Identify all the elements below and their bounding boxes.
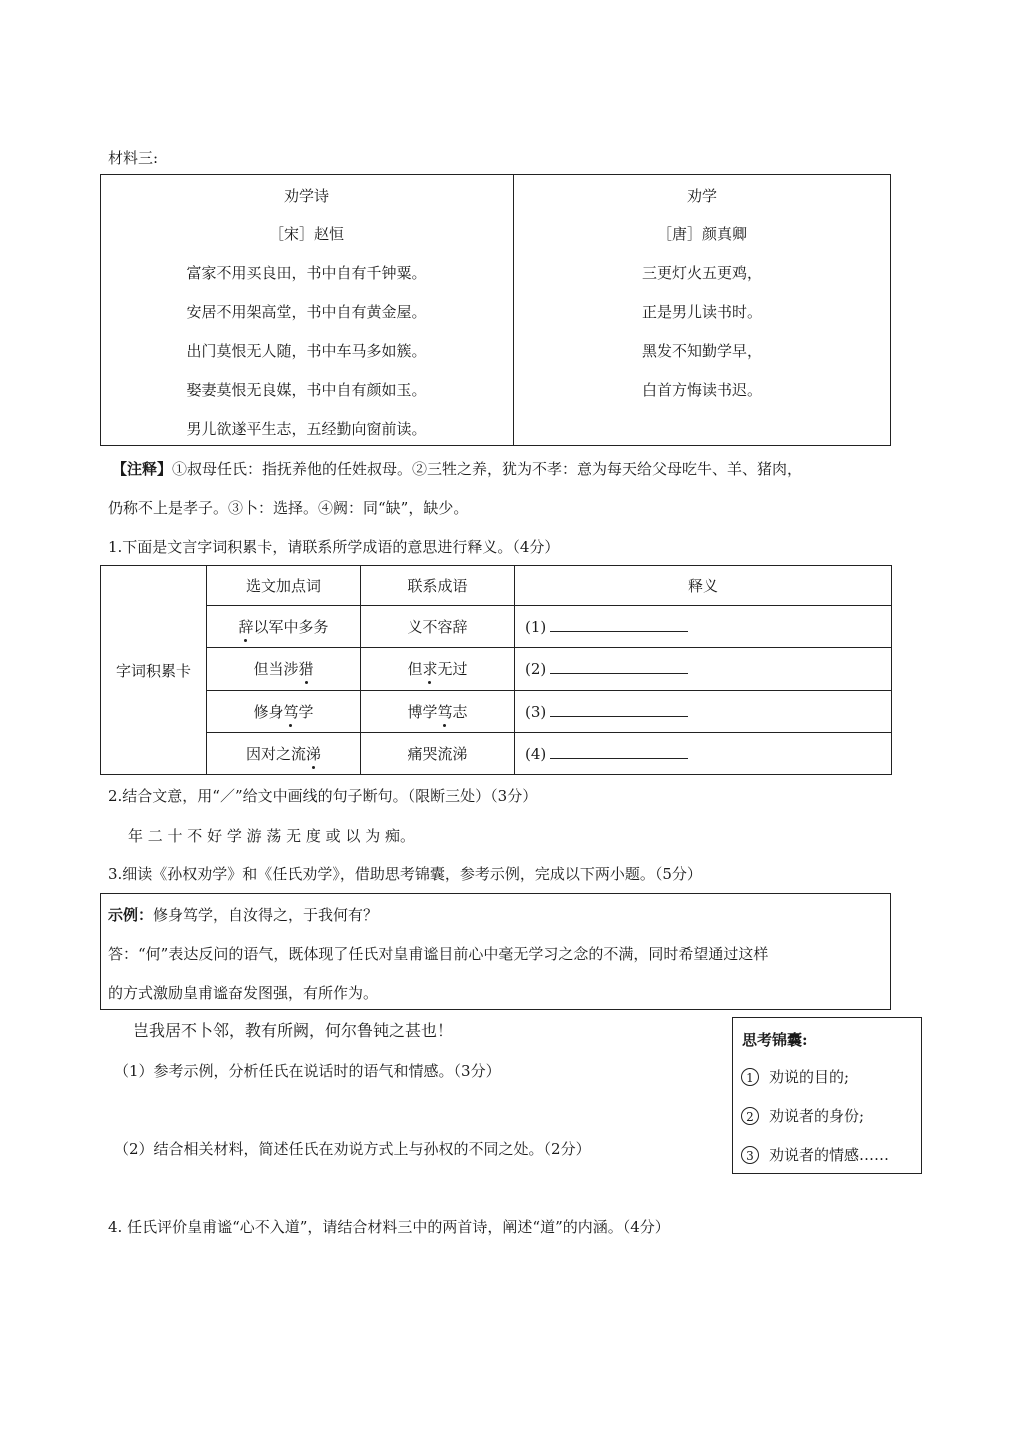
sub-question-1: （1）参考示例，分析任氏在说话时的语气和情感。（3分） — [114, 1062, 501, 1080]
notes-label: 【注释】 — [112, 460, 173, 478]
left-poem-line: 安居不用架高堂，书中自有黄金屋。 — [186, 303, 427, 321]
material-label: 材料三: — [108, 149, 159, 167]
circled-number-icon: 2 — [741, 1107, 759, 1125]
selected-word: 辞以军中多务 — [207, 606, 361, 648]
left-poem-title: 劝学诗 — [283, 187, 329, 205]
header-idiom: 联系成语 — [361, 566, 515, 606]
tip-item: 1 劝说的目的; — [741, 1066, 849, 1087]
left-poem-line: 男儿欲遂平生志，五经勤向窗前读。 — [186, 420, 427, 438]
right-poem-line: 黑发不知勤学早， — [641, 342, 762, 360]
selected-word: 修身笃学 — [207, 690, 361, 732]
notes-line-1 — [112, 458, 802, 479]
question-4: 4. 任氏评价皇甫谧“心不入道”，请结合材料三中的两首诗，阐述“道”的内涵。（4分） — [108, 1218, 670, 1236]
idiom: 义不容辞 — [361, 606, 515, 648]
notes-line-2: 仍称不上是孝子。③卜：选择。④阙：同“缺”，缺少。 — [108, 499, 469, 517]
idiom: 但求无过 — [361, 648, 515, 690]
quote-sentence: 岂我居不卜邻，教有所阙，何尔鲁钝之甚也！ — [133, 1021, 454, 1040]
selected-word: 因对之流涕 — [207, 732, 361, 774]
notes-text-1: ①叔母任氏：指抚养他的任姓叔母。②三牲之养，犹为不孝：意为每天给父母吃牛、羊、猪肉， — [172, 460, 803, 478]
circled-number-icon: 1 — [741, 1068, 759, 1086]
right-poem-line: 白首方悔读书迟。 — [641, 381, 762, 399]
right-poem-title: 劝学 — [686, 187, 717, 205]
tip-item: 3 劝说者的情感…… — [741, 1144, 889, 1165]
meaning-blank[interactable]: (1) — [515, 606, 892, 648]
right-poem-line: 正是男儿读书时。 — [641, 303, 762, 321]
question-2: 2.结合文意，用“／”给文中画线的句子断句。（限断三处）（3分） — [108, 787, 538, 805]
meaning-blank[interactable]: (2) — [515, 648, 892, 690]
left-poem-line: 娶妻莫恨无良媒，书中自有颜如玉。 — [186, 381, 427, 399]
example-answer-2: 的方式激励皇甫谧奋发图强，有所作为。 — [108, 984, 379, 1002]
example-label: 示例： — [108, 906, 154, 924]
right-poem-author: ［唐］颜真卿 — [656, 225, 747, 243]
right-poem-line: 三更灯火五更鸡， — [641, 264, 762, 282]
question-3: 3.细读《孙权劝学》和《任氏劝学》，借助思考锦囊，参考示例，完成以下两小题。（5分） — [108, 865, 702, 883]
meaning-blank[interactable]: (4) — [515, 732, 892, 774]
question-1: 1.下面是文言字词积累卡，请联系所学成语的意思进行释义。（4分） — [108, 538, 560, 556]
idiom: 博学笃志 — [361, 690, 515, 732]
sentence-to-punctuate: 年 二 十 不 好 学 游 荡 无 度 或 以 为 痴。 — [128, 827, 415, 845]
tips-title: 思考锦囊: — [742, 1031, 808, 1049]
header-selected-word: 选文加点词 — [207, 566, 361, 606]
meaning-blank[interactable]: (3) — [515, 690, 892, 732]
circled-number-icon: 3 — [741, 1146, 759, 1164]
card-label: 字词积累卡 — [101, 566, 207, 775]
left-poem-line: 富家不用买良田，书中自有千钟粟。 — [186, 264, 427, 282]
header-meaning: 释义 — [515, 566, 892, 606]
example-text: 修身笃学，自汝得之，于我何有？ — [153, 906, 379, 924]
left-poem-line: 出门莫恨无人随，书中车马多如簇。 — [186, 342, 427, 360]
tip-item: 2 劝说者的身份; — [741, 1105, 864, 1126]
example-answer-1: 答：“何”表达反问的语气，既体现了任氏对皇甫谧目前心中毫无学习之念的不满，同时希望通过这样 — [108, 945, 769, 963]
sub-question-2: （2）结合相关材料，简述任氏在劝说方式上与孙权的不同之处。（2分） — [114, 1140, 591, 1158]
example-line — [108, 904, 378, 925]
selected-word: 但当涉猎 — [207, 648, 361, 690]
vocab-card-table — [100, 565, 892, 775]
left-poem-author: ［宋］赵恒 — [268, 225, 344, 243]
idiom: 痛哭流涕 — [361, 732, 515, 774]
